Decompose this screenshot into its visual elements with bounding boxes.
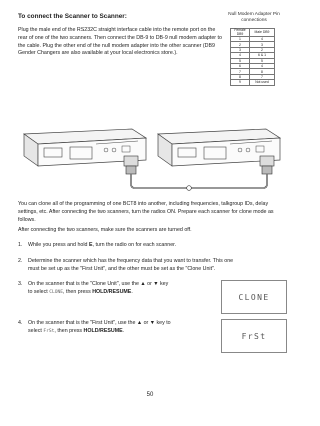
step-4-line-1: On the scanner that is the "First Unit", use the ▲ or ▼ key to [28, 320, 171, 326]
pin-male-cell: 4 [250, 37, 275, 42]
null-modem-adapter-icon [124, 156, 138, 174]
pin-header-female: Female DB9 [231, 29, 250, 37]
pin-connections-table [230, 28, 275, 86]
power-off-paragraph: After connecting the two scanners, make sure the scanners are turned off. [18, 227, 192, 233]
db9-connector-icon [260, 156, 274, 174]
lcd-display-first [221, 319, 287, 353]
step-4 [18, 320, 218, 336]
step-1-number: 1. [18, 242, 23, 248]
step-3 [18, 281, 218, 297]
pin-male-cell: 2 [250, 47, 275, 52]
step-4-number: 4. [18, 320, 23, 326]
scanner-connection-illustration [10, 120, 292, 192]
pin-female-cell: 6 [231, 63, 250, 68]
step-4-key: HOLD/RESUME [83, 328, 123, 334]
step-2-line-1: Determine the scanner which has the frequency data that you want to transfer. This one [28, 258, 234, 264]
step-1-key: E [88, 242, 93, 248]
pin-header-male: Male DB9 [250, 29, 275, 37]
pin-male-cell: Not used [250, 80, 275, 85]
pin-table-title: Null Modem Adapter Pin connections [228, 12, 280, 23]
step-4-text-b: , then press [54, 328, 84, 334]
pin-female-cell: 3 [231, 47, 250, 52]
pin-male-cell: 3 [250, 42, 275, 47]
step-2-number: 2. [18, 258, 23, 264]
pin-female-cell: 9 [231, 80, 250, 85]
pin-female-cell: 7 [231, 69, 250, 74]
step-2-line-2: must be set up as the "First Unit", and the other must be set as the "Clone Unit". [28, 266, 216, 272]
pin-female-cell: 4 [231, 53, 250, 58]
lcd-clone-text: CLONE [238, 292, 270, 302]
pin-male-cell: 7 [250, 74, 275, 79]
pin-male-cell: 5 [250, 58, 275, 63]
pin-male-cell: 6 & 1 [250, 53, 275, 58]
step-1-text-c: , turn the radio on for each scanner. [92, 242, 177, 248]
pin-female-cell: 8 [231, 74, 250, 79]
step-3-display-code: CLONE [49, 290, 64, 295]
step-4-period: . [122, 328, 125, 334]
pin-male-cell: 4 [250, 63, 275, 68]
page-number: 50 [146, 392, 154, 398]
step-3-text-b: , then press [63, 289, 93, 295]
pin-female-cell: 5 [231, 58, 250, 63]
step-3-line-1: On the scanner that is the "Clone Unit", use the ▲ or ▼ key [28, 281, 169, 287]
pin-row [231, 80, 275, 85]
step-1-text-a: While you press and hold [28, 242, 89, 248]
step-1 [18, 242, 288, 250]
section-heading: To connect the Scanner to Scanner: [18, 13, 127, 20]
pin-female-cell: 1 [231, 37, 250, 42]
step-4-text-a: select [28, 328, 44, 334]
clone-description-paragraph: You can clone all of the programming of one BCT8 into another, including frequencies, talkgroup IDs, delay settings, etc. After connecting the two scanners, turn the radios ON. Prepare each scanner for clone mode as follows. [18, 201, 274, 223]
step-4-display-code: FrSt [43, 329, 55, 334]
lcd-first-text: FrSt [241, 331, 267, 341]
rs232c-cable-icon [131, 174, 267, 188]
intro-paragraph: Plug the male end of the RS232C straight interface cable into the remote port on the rear of one of the two scanners. Then connect the DB-9 to DB-9 null modem adapter to the cable. Plug the other end of the null modem adapter into the other scanner (DB9 Gender Changers are also available at your local electronics store.). [18, 27, 222, 57]
step-3-key: HOLD/RESUME [92, 289, 132, 295]
step-2 [18, 258, 288, 274]
lcd-display-clone [221, 280, 287, 314]
step-3-period: . [131, 289, 133, 295]
pin-male-cell: 8 [250, 69, 275, 74]
pin-female-cell: 2 [231, 42, 250, 47]
step-3-number: 3. [18, 281, 23, 287]
step-3-text-a: to select [28, 289, 50, 295]
